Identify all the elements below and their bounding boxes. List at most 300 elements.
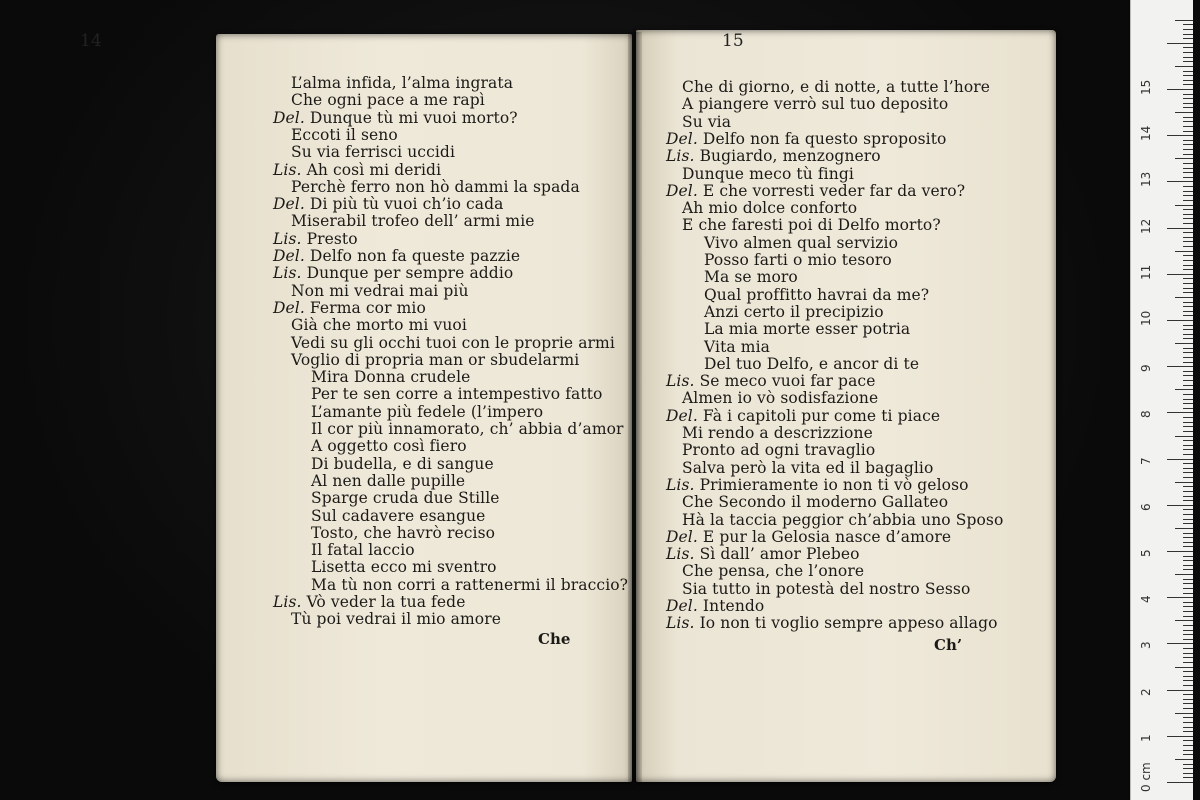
text-line (291, 351, 579, 369)
text-line (704, 251, 892, 269)
line-text: Anzi certo il precipizio (704, 302, 884, 321)
ruler-tick (1183, 472, 1193, 473)
text-line (311, 489, 500, 507)
ruler-tick (1183, 680, 1193, 681)
ruler-tick (1183, 754, 1193, 755)
text-line (291, 178, 580, 196)
ruler-tick (1183, 685, 1193, 686)
text-line (666, 614, 998, 632)
ruler-tick (1183, 71, 1193, 72)
ruler-tick (1183, 375, 1193, 376)
ruler-tick (1183, 131, 1193, 132)
ruler-tick (1183, 449, 1193, 450)
ruler-tick (1183, 662, 1193, 663)
ruler-tick (1183, 634, 1193, 635)
book-gutter (628, 32, 642, 782)
text-line (682, 511, 1003, 529)
ruler-tick (1183, 523, 1193, 524)
ruler-tick (1167, 597, 1193, 598)
ruler-tick (1183, 722, 1193, 723)
ruler-tick (1183, 602, 1193, 603)
text-line (291, 126, 398, 144)
line-text: Presto (306, 229, 358, 248)
ruler-tick (1183, 214, 1193, 215)
line-text: Vivo almen qual servizio (704, 233, 899, 252)
text-line (704, 268, 798, 286)
ruler-number: 5 (1139, 549, 1153, 557)
speaker-label: Lis. (273, 264, 307, 283)
ruler-tick (1183, 569, 1193, 570)
line-text: Ferma cor mio (309, 298, 426, 317)
ruler-tick (1167, 505, 1193, 506)
speaker-label: Lis. (273, 229, 307, 248)
ruler-tick (1183, 445, 1193, 446)
line-text: Che di giorno, e di notte, a tutte l’hore (682, 78, 991, 96)
ruler-tick (1183, 727, 1193, 728)
right-catchword: Ch’ (934, 636, 963, 654)
ruler-tick (1175, 482, 1193, 483)
text-line (273, 230, 358, 248)
ruler-tick (1183, 542, 1193, 543)
ruler-tick (1183, 75, 1193, 76)
line-text: Di budella, e di sangue (311, 454, 494, 473)
ruler-tick (1183, 311, 1193, 312)
line-text: Io non ti voglio sempre appeso allago (699, 614, 998, 633)
ruler-number: 2 (1139, 687, 1153, 696)
line-text: Qual proffitto havrai da me? (704, 285, 930, 304)
text-line (666, 528, 951, 546)
line-text: La mia morte esser potria (704, 320, 911, 339)
ruler-tick (1183, 191, 1193, 192)
ruler-tick (1183, 117, 1193, 118)
ruler-tick (1183, 315, 1193, 316)
ruler-tick (1183, 606, 1193, 607)
text-line (682, 389, 878, 407)
line-text: Hà la taccia peggior ch’abbia uno Sposo (682, 510, 1004, 529)
ruler-tick (1183, 440, 1193, 441)
ruler-tick (1175, 112, 1193, 113)
ruler-tick (1183, 302, 1193, 303)
ruler-tick (1183, 394, 1193, 395)
ruler-tick (1183, 172, 1193, 173)
line-text: E pur la Gelosia nasce d’amore (702, 527, 952, 546)
line-text: E che vorresti veder far da vero? (702, 181, 966, 200)
speaker-label: Del. (666, 181, 703, 200)
speaker-label: Lis. (666, 372, 700, 391)
line-text: Su via (682, 112, 732, 131)
ruler-tick (1183, 57, 1193, 58)
ruler-tick (1183, 671, 1193, 672)
ruler-tick (1167, 690, 1193, 691)
line-text: Ma se moro (704, 268, 798, 287)
speaker-label: Lis. (666, 545, 700, 564)
ruler-tick (1167, 89, 1193, 90)
ruler-tick (1175, 759, 1193, 760)
ruler-tick (1183, 676, 1193, 677)
ruler-tick (1183, 362, 1193, 363)
ruler-tick (1175, 620, 1193, 621)
text-line (704, 355, 919, 373)
speaker-label: Lis. (273, 160, 307, 179)
ruler-tick (1183, 149, 1193, 150)
ruler-tick (1183, 61, 1193, 62)
ruler-tick (1167, 366, 1193, 367)
line-text: L’amante più fedele (l’impero (311, 402, 544, 421)
ruler-zero-label: 0 cm (1139, 762, 1153, 792)
text-line (682, 424, 873, 442)
ruler-tick (1183, 477, 1193, 478)
ruler-tick (1183, 403, 1193, 404)
text-line (682, 78, 990, 96)
ruler-tick (1183, 630, 1193, 631)
left-page-number: 14 (80, 31, 102, 51)
ruler-number: 7 (1139, 456, 1153, 465)
speaker-label: Lis. (666, 475, 700, 494)
ruler-tick (1183, 468, 1193, 469)
ruler-tick (1183, 703, 1193, 704)
text-line (273, 593, 465, 611)
line-text: Sparge cruda due Stille (311, 489, 500, 508)
ruler-tick (1183, 140, 1193, 141)
text-line (311, 507, 485, 525)
ruler-tick (1167, 228, 1193, 229)
line-text: Delfo non fa queste pazzie (309, 247, 521, 265)
ruler-tick (1183, 34, 1193, 35)
text-line (666, 476, 969, 494)
ruler-tick (1183, 579, 1193, 580)
text-line (704, 234, 898, 252)
ruler-tick (1183, 186, 1193, 187)
line-text: Eccoti il seno (291, 125, 398, 144)
ruler-number: 4 (1139, 595, 1153, 604)
text-line (311, 541, 415, 559)
line-text: Almen io vò sodisfazione (682, 389, 879, 408)
ruler-tick (1183, 200, 1193, 201)
ruler-tick (1183, 583, 1193, 584)
ruler-tick (1183, 283, 1193, 284)
ruler-tick (1183, 417, 1193, 418)
ruler-tick (1183, 463, 1193, 464)
speaker-label: Lis. (273, 593, 307, 611)
ruler-tick (1183, 218, 1193, 219)
text-line (311, 437, 467, 455)
ruler-tick (1183, 292, 1193, 293)
ruler-number: 13 (1139, 172, 1153, 188)
ruler-number: 9 (1139, 364, 1153, 373)
ruler-number: 11 (1139, 264, 1153, 280)
ruler-tick (1183, 348, 1193, 349)
ruler-number: 15 (1139, 79, 1153, 95)
speaker-label: Del. (666, 406, 703, 425)
line-text: Vita mia (704, 337, 770, 356)
ruler-tick (1183, 334, 1193, 335)
ruler-tick (1167, 551, 1193, 552)
ruler-tick (1183, 639, 1193, 640)
ruler-tick (1183, 38, 1193, 39)
ruler-tick (1183, 496, 1193, 497)
text-line (666, 372, 875, 390)
text-line (273, 299, 426, 317)
text-line (311, 420, 624, 438)
text-line (666, 545, 860, 563)
ruler-number: 8 (1139, 410, 1153, 419)
line-text: Sì dall’ amor Plebeo (699, 545, 860, 564)
ruler-tick (1183, 657, 1193, 658)
ruler-tick (1183, 533, 1193, 534)
right-page-number: 15 (722, 31, 744, 51)
ruler-tick (1183, 352, 1193, 353)
ruler-tick (1183, 694, 1193, 695)
text-line (682, 95, 948, 113)
ruler-tick (1183, 325, 1193, 326)
ruler-tick (1175, 205, 1193, 206)
ruler-tick (1183, 740, 1193, 741)
ruler-tick (1175, 158, 1193, 159)
ruler-tick (1183, 611, 1193, 612)
ruler-tick (1183, 768, 1193, 769)
text-line (682, 199, 857, 217)
line-text: L’alma infida, l’alma ingrata (291, 74, 514, 92)
line-text: Posso farti o mio tesoro (704, 251, 892, 269)
line-text: Che Secondo il moderno Gallateo (682, 493, 949, 512)
ruler-number: 1 (1139, 734, 1153, 742)
text-line (311, 524, 495, 542)
ruler-tick (1183, 500, 1193, 501)
text-line (682, 165, 854, 183)
line-text: Sia tutto in potestà del nostro Sesso (682, 579, 971, 598)
text-line (273, 195, 504, 213)
ruler-tick (1183, 98, 1193, 99)
ruler-tick (1183, 491, 1193, 492)
line-text: Ma tù non corri a rattenermi il braccio? (311, 575, 629, 594)
ruler-tick (1183, 537, 1193, 538)
ruler-tick (1183, 380, 1193, 381)
text-line (291, 610, 501, 628)
ruler-tick (1183, 103, 1193, 104)
line-text: Che ogni pace a me rapì (291, 91, 485, 110)
line-text: Vedi su gli occhi tuoi con le proprie armi (291, 333, 615, 352)
text-line (311, 385, 602, 403)
ruler-tick (1183, 408, 1193, 409)
ruler-tick (1183, 764, 1193, 765)
speaker-label: Del. (273, 108, 310, 127)
ruler-tick (1183, 426, 1193, 427)
ruler-tick (1183, 107, 1193, 108)
ruler-tick (1183, 699, 1193, 700)
ruler-tick (1183, 717, 1193, 718)
text-line (291, 143, 455, 161)
ruler-tick (1183, 195, 1193, 196)
ruler-tick (1175, 528, 1193, 529)
text-line (666, 147, 881, 165)
line-text: Mi rendo a descrizzione (682, 424, 873, 442)
speaker-label: Del. (666, 527, 703, 546)
ruler-tick (1183, 338, 1193, 339)
ruler-tick (1167, 459, 1193, 460)
ruler-tick (1183, 431, 1193, 432)
ruler-tick (1183, 237, 1193, 238)
text-line (666, 597, 764, 615)
ruler-tick (1183, 288, 1193, 289)
text-line (666, 182, 965, 200)
ruler-tick (1183, 168, 1193, 169)
line-text: Per te sen corre a intempestivo fatto (311, 385, 603, 404)
text-line (311, 455, 494, 473)
ruler-tick (1183, 24, 1193, 25)
ruler-number: 10 (1139, 310, 1153, 326)
ruler-tick (1183, 246, 1193, 247)
ruler-tick (1183, 560, 1193, 561)
ruler-tick (1167, 643, 1193, 644)
text-line (311, 472, 465, 490)
ruler-tick (1183, 306, 1193, 307)
line-text: Delfo non fa questo sproposito (702, 129, 947, 148)
ruler-number: 6 (1139, 503, 1153, 511)
ruler-tick (1175, 66, 1193, 67)
ruler-tick (1183, 80, 1193, 81)
ruler-number: 3 (1139, 641, 1153, 650)
speaker-label: Del. (666, 129, 703, 148)
line-text: Fà i capitoli pur come ti piace (702, 406, 941, 425)
text-line (682, 493, 948, 511)
ruler-tick (1183, 163, 1193, 164)
ruler-tick (1183, 588, 1193, 589)
ruler-tick (1183, 385, 1193, 386)
ruler-tick (1183, 486, 1193, 487)
line-text: Già che morto mi vuoi (291, 316, 467, 335)
ruler-tick (1167, 43, 1193, 44)
ruler-tick (1175, 436, 1193, 437)
ruler-tick (1183, 708, 1193, 709)
ruler-tick (1183, 625, 1193, 626)
text-line (291, 334, 615, 352)
line-text: Ah così mi deridi (306, 160, 442, 179)
ruler-tick (1175, 343, 1193, 344)
line-text: A oggetto così fiero (311, 437, 467, 456)
ruler-tick (1183, 454, 1193, 455)
ruler-tick (1183, 47, 1193, 48)
line-text: Di più tù vuoi ch’io cada (309, 195, 504, 214)
ruler-tick (1183, 731, 1193, 732)
ruler-tick (1175, 574, 1193, 575)
text-line (291, 282, 469, 300)
ruler-tick (1183, 29, 1193, 30)
ruler-tick (1183, 509, 1193, 510)
text-line (704, 320, 910, 338)
line-text: Il cor più innamorato, ch’ abbia d’amor (311, 420, 624, 438)
ruler-tick (1175, 713, 1193, 714)
text-line (666, 407, 940, 425)
speaker-label: Lis. (666, 614, 700, 633)
line-text: Mira Donna crudele (311, 368, 471, 387)
line-text: Pronto ad ogni travaglio (682, 441, 876, 460)
line-text: Miserabil trofeo dell’ armi mie (291, 212, 535, 231)
text-line (311, 576, 628, 594)
text-line (311, 403, 543, 421)
ruler-tick (1183, 777, 1193, 778)
line-text: Tosto, che havrò reciso (311, 523, 496, 542)
ruler-tick (1183, 556, 1193, 557)
ruler-tick (1183, 745, 1193, 746)
ruler-tick (1183, 255, 1193, 256)
text-line (704, 286, 929, 304)
text-line (666, 130, 946, 148)
speaker-label: Del. (273, 247, 310, 265)
ruler-tick (1183, 593, 1193, 594)
ruler-number: 14 (1139, 125, 1153, 142)
ruler-tick (1183, 616, 1193, 617)
text-line (291, 74, 513, 92)
text-line (704, 303, 884, 321)
line-text: Sul cadavere esangue (311, 506, 486, 525)
ruler-tick (1183, 144, 1193, 145)
text-line (291, 212, 535, 230)
ruler-tick (1183, 653, 1193, 654)
ruler-tick (1175, 389, 1193, 390)
ruler-tick (1183, 223, 1193, 224)
ruler-tick (1167, 736, 1193, 737)
ruler-tick (1167, 412, 1193, 413)
ruler-tick (1183, 241, 1193, 242)
ruler-tick (1183, 422, 1193, 423)
text-line (311, 368, 470, 386)
ruler-tick (1183, 329, 1193, 330)
speaker-label: Lis. (666, 147, 700, 166)
text-line (311, 558, 497, 576)
text-line (273, 247, 520, 265)
ruler-tick (1183, 177, 1193, 178)
line-text: Del tuo Delfo, e ancor di te (704, 354, 920, 373)
ruler-tick (1183, 269, 1193, 270)
ruler-tick (1167, 320, 1193, 321)
ruler-tick (1175, 667, 1193, 668)
text-line (273, 161, 441, 179)
speaker-label: Del. (273, 195, 310, 214)
ruler-tick (1183, 126, 1193, 127)
line-text: Su via ferrisci uccidi (291, 143, 455, 162)
ruler-tick (1183, 260, 1193, 261)
ruler-tick (1183, 278, 1193, 279)
ruler-tick (1183, 371, 1193, 372)
line-text: Salva però la vita ed il bagaglio (682, 458, 934, 477)
ruler-tick (1183, 750, 1193, 751)
line-text: Al nen dalle pupille (311, 471, 466, 490)
ruler-tick (1167, 181, 1193, 182)
line-text: Tù poi vedrai il mio amore (291, 610, 501, 629)
ruler-tick (1167, 135, 1193, 136)
left-catchword: Che (538, 630, 571, 648)
ruler-tick (1167, 274, 1193, 275)
line-text: Intendo (702, 597, 765, 615)
text-line (682, 113, 731, 131)
ruler-tick (1183, 519, 1193, 520)
ruler-tick (1183, 514, 1193, 515)
ruler-tick (1183, 265, 1193, 266)
ruler-tick (1183, 154, 1193, 155)
text-line (704, 338, 770, 356)
ruler-tick (1183, 52, 1193, 53)
line-text: Vò veder la tua fede (306, 593, 466, 611)
speaker-label: Del. (273, 298, 310, 317)
line-text: A piangere verrò sul tuo deposito (682, 95, 949, 114)
ruler-tick (1175, 251, 1193, 252)
text-line (682, 459, 933, 477)
line-text: Dunque meco tù fingi (682, 164, 854, 183)
ruler-number: 12 (1139, 218, 1153, 234)
line-text: Voglio di propria man or sbudelarmi (291, 350, 580, 369)
text-line (682, 216, 941, 234)
ruler-tick (1183, 773, 1193, 774)
